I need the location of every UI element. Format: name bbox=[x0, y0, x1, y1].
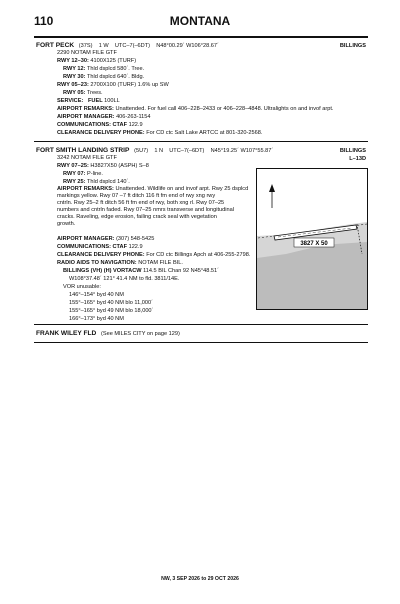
remarks-line: markings yellow. Rwy 07 –7 ft ditch 116 ft fm end of rwy xng rwy bbox=[57, 193, 216, 199]
elevation-notam: 2290 NOTAM FILE GTF bbox=[57, 50, 117, 56]
airport-coords: N48°00.29´ W106°28.67´ bbox=[156, 43, 219, 49]
vor-unusable-label: VOR unusable: bbox=[63, 284, 101, 290]
vor-restriction: 155°–165° byd 40 NM blo 11,000´ bbox=[69, 300, 153, 306]
airport-name: FORT SMITH LANDING STRIP bbox=[36, 147, 130, 154]
page-number: 110 bbox=[34, 14, 54, 28]
remarks-line: AIRPORT REMARKS: Unattended. For fuel call 406–228–2433 or 406–228–4848. Ultralights on and invof arpt. bbox=[57, 106, 334, 112]
header-rule bbox=[34, 36, 368, 38]
section-divider bbox=[34, 342, 368, 343]
runway-dimension-label: 3827 X 50 bbox=[300, 241, 328, 247]
sectional-chart: BILLINGS bbox=[339, 148, 366, 154]
enroute-chart: L–13D bbox=[349, 156, 366, 162]
airport-name: FRANK WILEY FLD bbox=[36, 330, 97, 337]
runway-end-line: RWY 30: Thld dsplcd 640´. Bldg. bbox=[63, 74, 145, 80]
clearance-line: CLEARANCE DELIVERY PHONE: For CD ctc Salt Lake ARTCC at 801-320-2568. bbox=[57, 130, 263, 136]
runway-end-line: RWY 05: Trees. bbox=[63, 90, 103, 96]
service-line: SERVICE: FUEL 100LL bbox=[57, 98, 120, 104]
manager-line: AIRPORT MANAGER: 406-263-1154 bbox=[57, 114, 151, 120]
airport-diagram-graphic bbox=[256, 168, 368, 310]
remarks-line: AIRPORT REMARKS: Unattended. Wildlife on and invof arpt. Rwy 25 dsplcd bbox=[57, 186, 249, 192]
runway-end-line: RWY 12: Thld dsplcd 580´. Tree. bbox=[63, 66, 145, 72]
remarks-line: growth. bbox=[57, 221, 76, 227]
comms-line: COMMUNICATIONS: CTAF 122.9 bbox=[57, 122, 143, 128]
vor-restriction: 155°–165° byd 49 NM blo 18,000´ bbox=[69, 308, 154, 314]
effective-dates-footer: NW, 3 SEP 2026 to 29 OCT 2026 bbox=[161, 576, 239, 582]
airport-utc: UTC–7(–6DT) bbox=[169, 148, 205, 154]
remarks-line: cntrln. Rwy 25–2 ft ditch 56 ft fm end of rwy, both xng rl. Rwy 07–25 bbox=[57, 200, 225, 206]
airport-diagram bbox=[256, 168, 368, 310]
clearance-line: CLEARANCE DELIVERY PHONE: For CD ctc Billings Apch at 406-255-2798. bbox=[57, 252, 251, 258]
airport-coords: N45°19.25´ W107°55.87´ bbox=[210, 148, 274, 154]
comms-line: COMMUNICATIONS: CTAF 122.9 bbox=[57, 244, 143, 250]
fort-peck-title-line bbox=[36, 42, 219, 50]
elevation-notam: 3242 NOTAM FILE GTF bbox=[57, 155, 117, 161]
state-title: MONTANA bbox=[169, 14, 231, 28]
airport-utc: UTC–7(–6DT) bbox=[114, 43, 150, 49]
airport-name: FORT PECK bbox=[36, 42, 75, 49]
fort-smith-title-line bbox=[36, 147, 273, 155]
runway-line: RWY 05–23: 2700X100 (TURF) 1.6% up SW bbox=[57, 82, 169, 88]
airport-ident: (5U7) bbox=[134, 148, 149, 154]
runway-end-line: RWY 25: Thld dsplcd 140´. bbox=[63, 179, 130, 185]
vor-restriction: 166°–173° byd 40 NM bbox=[69, 316, 124, 322]
runway-line: RWY 12–30: 4100X125 (TURF) bbox=[57, 58, 137, 64]
section-divider bbox=[34, 324, 368, 325]
remarks-line: numbers and cntrln faded. Rwy 07–25 nmrs transverse and longitudinal bbox=[57, 207, 234, 213]
remarks-line: cracks. Raveling, edge erosion, failing crack seal with vegetation bbox=[57, 214, 217, 220]
navaids-line: RADIO AIDS TO NAVIGATION: NOTAM FILE BIL. bbox=[57, 260, 183, 266]
vor-restriction: 146°–154° byd 40 NM bbox=[69, 292, 124, 298]
section-divider bbox=[34, 141, 368, 142]
runway-line: RWY 07–25: H3827X50 (ASPH) S–8 bbox=[57, 163, 149, 169]
frank-wiley-entry bbox=[36, 330, 180, 338]
remarks-block bbox=[57, 186, 277, 228]
airport-distance: 1 N bbox=[154, 148, 164, 154]
manager-line: AIRPORT MANAGER: (307) 548-5425 bbox=[57, 236, 155, 242]
sectional-chart: BILLINGS bbox=[339, 43, 366, 49]
airport-distance: 1 W bbox=[98, 43, 109, 49]
airport-ident: (37S) bbox=[78, 43, 93, 49]
cross-reference: (See MILES CITY on page 129) bbox=[101, 331, 180, 337]
vortac-line: BILLINGS (VH) (H) VORTACW 114.5 BIL Chan 92 N45°48.51´ bbox=[63, 268, 220, 274]
runway-end-line: RWY 07: P-line. bbox=[63, 171, 103, 177]
vortac-line-2: W108°37.48´ 121° 41.4 NM to fld. 3811/14E. bbox=[69, 276, 180, 282]
